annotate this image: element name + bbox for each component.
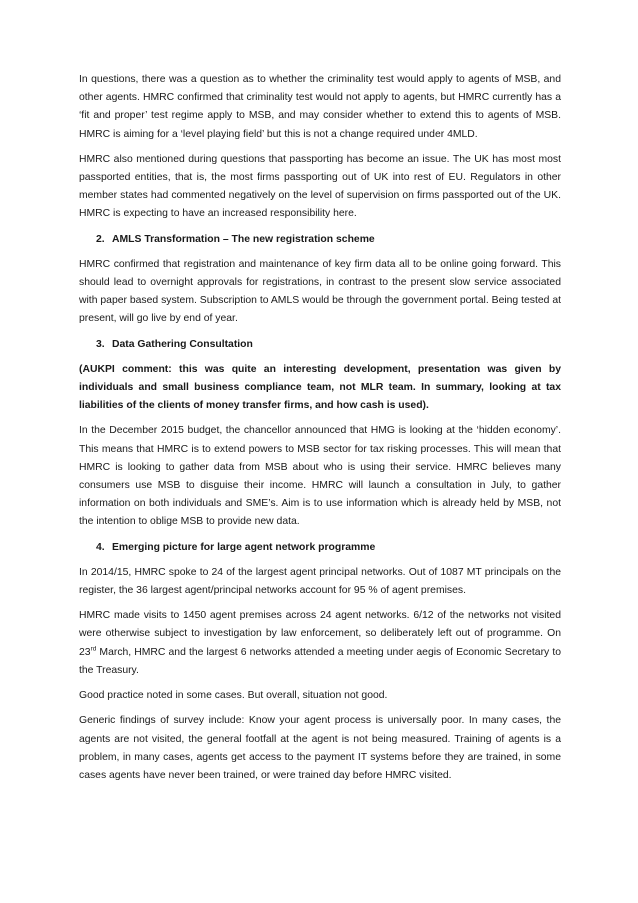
paragraph-hidden-economy: In the December 2015 budget, the chancellor announced that HMG is looking at the ‘hidden economy’. This means that HMRC is to extend powers to MSB sector for tax risking processes. This will mean that HMRC is looking to gather data from MSB about who is using their service. HMRC believes many consumers use MSB to disguise their income. HMRC will launch a consultation in July, to gather information on both individuals and SME’s. Aim is to use information which is already held by MSB, not the intention to oblige MSB to provide new data.	[79, 425, 561, 528]
paragraph-generic-findings: Generic findings of survey include: Know your agent process is universally poor. In many cases, the agents are not visited, the general footfall at the agent is not being measured. Training of agents is a problem, in many cases, agents get access to the payment IT systems before they are trained, in some cases agents have never been trained, or were trained day before HMRC visited.	[79, 715, 561, 781]
heading-number: 3.	[96, 338, 105, 350]
heading-text: Data Gathering Consultation	[112, 338, 253, 350]
paragraph-good-practice: Good practice noted in some cases. But overall, situation not good.	[79, 690, 388, 702]
ordinal-suffix: rd	[90, 645, 97, 653]
paragraph-largest-networks: In 2014/15, HMRC spoke to 24 of the largest agent principal networks. Out of 1087 MT principals on the register, the 36 largest agent/principal networks account for 95 % of agent premises.	[79, 566, 561, 597]
paragraph-passporting: HMRC also mentioned during questions that passporting has become an issue. The UK has most most passported entities, that is, the most firms passporting out of UK into rest of EU. Regulators in other member states had commented negatively on the level of supervision on firms passported out of the UK. HMRC is expecting to have an increased responsibility here.	[79, 153, 561, 220]
paragraph-criminality-test: In questions, there was a question as to whether the criminality test would apply to agents of MSB, and other agents. HMRC confirmed that criminality test would not apply to agents, but HMRC currently has a ‘fit and proper’ test regime apply to MSB, and may consider whether to extend this to agents of MSB. HMRC is aiming for a ‘level playing field’ but this is not a change required under 4MLD.	[79, 74, 561, 140]
agent-visits-text-start: HMRC made visits to 1450 agent premises across 24 agent networks. 6/12 of the networks not visited were otherwise subject to investigation by law enforcement, so deliberately left out of programme. On 23	[79, 610, 561, 658]
heading-agent-network-programme	[79, 539, 561, 557]
heading-text: Emerging picture for large agent network programme	[112, 541, 376, 553]
heading-amls-transformation	[79, 231, 561, 249]
heading-text: AMLS Transformation – The new registration scheme	[112, 233, 375, 245]
agent-visits-text-end: March, HMRC and the largest 6 networks attended a meeting under aegis of Economic Secretary to the Treasury.	[79, 646, 561, 676]
heading-number: 2.	[96, 233, 105, 245]
paragraph-agent-visits	[79, 607, 561, 680]
paragraph-aukpi-comment: (AUKPI comment: this was quite an interesting development, presentation was given by individuals and small business compliance team, not MLR team. In summary, looking at tax liabilities of the clients of money transfer firms, and how cash is used).	[79, 363, 561, 412]
heading-data-gathering	[79, 336, 561, 354]
heading-number: 4.	[96, 541, 105, 553]
paragraph-amls-registration: HMRC confirmed that registration and maintenance of key firm data all to be online going forward. This should lead to overnight approvals for registrations, in contrast to the present slow service associated with paper based system. Subscription to AMLS would be through the government portal. Being tested at present, will go live by end of year.	[79, 258, 561, 325]
document-page	[79, 71, 561, 792]
